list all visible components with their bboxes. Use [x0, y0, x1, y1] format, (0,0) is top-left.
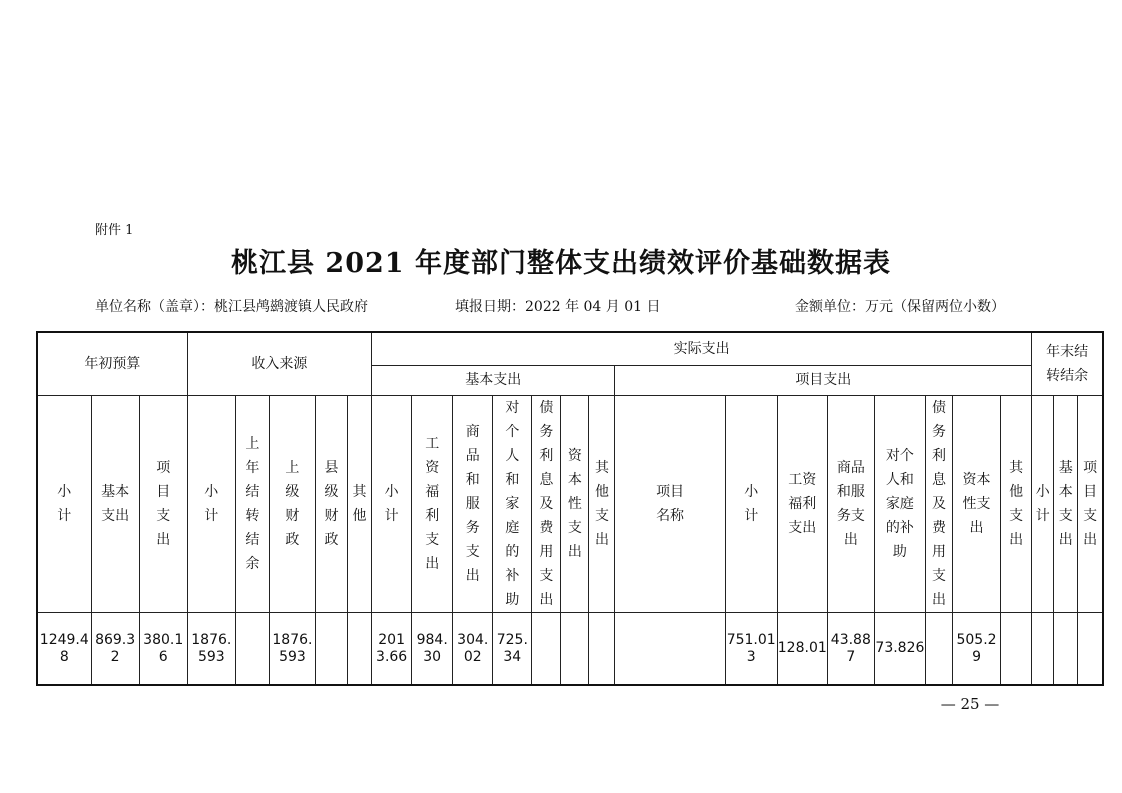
col-header-basic-debt [532, 396, 561, 613]
col-header-basic-salary [412, 396, 453, 613]
cell-balance-project [1078, 613, 1103, 686]
col-header-basic-subsidy-label: 对个人和家庭的补助 [505, 400, 520, 608]
col-header-project-subsidy [874, 396, 925, 613]
col-header-basic-capital [561, 396, 589, 613]
col-header-county-finance-label: 县级财政 [324, 460, 339, 548]
cell-balance-subtotal [1032, 613, 1054, 686]
table-row [37, 613, 1103, 686]
col-header-basic-capital-label: 资本性支出 [567, 448, 582, 560]
col-header-balance-project-label: 项目支出 [1083, 460, 1098, 548]
col-header-project-salary-label: 工资福利支出 [788, 472, 817, 536]
col-header-project-salary [777, 396, 827, 613]
col-header-project-debt-label: 债务利息及费用支出 [931, 400, 946, 608]
col-header-prior-balance-label: 上年结转结余 [245, 436, 260, 572]
unit-name-label: 单位名称（盖章）：桃江县鸬鹚渡镇人民政府 [95, 299, 368, 315]
col-header-project-debt [925, 396, 952, 613]
cell-project-goods: 43.887 [827, 613, 874, 686]
col-header-basic-other-label: 其他支出 [594, 460, 609, 548]
cell-actual-subtotal: 2013.66 [372, 613, 412, 686]
cell-income-subtotal: 1876.593 [187, 613, 235, 686]
col-header-county-finance [315, 396, 347, 613]
col-header-project-other [1001, 396, 1032, 613]
attachment-label: 附件 1 [95, 223, 134, 238]
cell-prior-balance [235, 613, 269, 686]
cell-project-debt [925, 613, 952, 686]
cell-budget-subtotal: 1249.48 [37, 613, 91, 686]
col-header-income-subtotal [187, 396, 235, 613]
col-header-income-other-label: 其他 [352, 484, 367, 524]
page-number: — 25 — [940, 695, 1000, 713]
col-header-balance-subtotal-label: 小计 [1035, 484, 1050, 524]
cell-basic-salary: 984.30 [412, 613, 453, 686]
cell-project-subtotal: 751.013 [725, 613, 777, 686]
col-header-project-name-label: 项目名称 [656, 484, 685, 524]
col-header-basic-salary-label: 工资福利支出 [425, 436, 440, 572]
col-header-basic-debt-label: 债务利息及费用支出 [539, 400, 554, 608]
cell-basic-subsidy: 725.34 [493, 613, 532, 686]
col-header-project-subtotal-label: 小计 [744, 484, 759, 524]
col-header-project-capital-label: 资本性支出 [962, 472, 991, 536]
cell-project-subsidy: 73.826 [874, 613, 925, 686]
col-header-project-subsidy-label: 对个人和家庭的补助 [885, 448, 914, 560]
group-income-source: 收入来源 [187, 332, 371, 396]
col-header-balance-basic [1054, 396, 1078, 613]
col-header-budget-subtotal-label: 小计 [57, 484, 72, 524]
group-year-end-balance-label: 年末结转结余 [1046, 344, 1089, 384]
col-header-actual-subtotal [372, 396, 412, 613]
money-unit-label: 金额单位：万元（保留两位小数） [795, 299, 1005, 315]
col-header-superior-finance-label: 上级财政 [285, 460, 300, 548]
col-header-budget-basic-label: 基本支出 [101, 484, 130, 524]
col-header-project-goods [827, 396, 874, 613]
cell-basic-debt [532, 613, 561, 686]
col-header-budget-basic [91, 396, 139, 613]
col-header-project-capital [953, 396, 1001, 613]
cell-balance-basic [1054, 613, 1078, 686]
cell-basic-other [589, 613, 615, 686]
cell-project-name [615, 613, 725, 686]
col-header-project-subtotal [725, 396, 777, 613]
group-basic-expense: 基本支出 [372, 366, 615, 396]
col-header-basic-goods-label: 商品和服务支出 [465, 424, 480, 584]
cell-budget-project: 380.16 [139, 613, 187, 686]
col-header-project-other-label: 其他支出 [1009, 460, 1024, 548]
col-header-superior-finance [269, 396, 315, 613]
col-header-balance-basic-label: 基本支出 [1058, 460, 1073, 548]
cell-income-other [348, 613, 372, 686]
cell-basic-goods: 304.02 [453, 613, 493, 686]
col-header-income-subtotal-label: 小计 [204, 484, 219, 524]
col-header-income-other [348, 396, 372, 613]
col-header-project-goods-label: 商品和服务支出 [836, 460, 865, 548]
col-header-actual-subtotal-label: 小计 [384, 484, 399, 524]
fill-date-label: 填报日期：2022 年 04 月 01 日 [455, 299, 661, 315]
col-header-balance-project [1078, 396, 1103, 613]
col-header-basic-goods [453, 396, 493, 613]
col-header-budget-subtotal [37, 396, 91, 613]
col-header-basic-other [589, 396, 615, 613]
cell-basic-capital [561, 613, 589, 686]
cell-budget-basic: 869.32 [91, 613, 139, 686]
group-year-end-balance [1032, 332, 1103, 396]
cell-project-other [1001, 613, 1032, 686]
col-header-budget-project-label: 项目支出 [156, 460, 171, 548]
cell-project-capital: 505.29 [953, 613, 1001, 686]
group-project-expense: 项目支出 [615, 366, 1032, 396]
col-header-project-name [615, 396, 725, 613]
cell-county-finance [315, 613, 347, 686]
col-header-prior-balance [235, 396, 269, 613]
cell-superior-finance: 1876.593 [269, 613, 315, 686]
col-header-basic-subsidy [493, 396, 532, 613]
page-title: 桃江县 2021 年度部门整体支出绩效评价基础数据表 [231, 248, 891, 279]
col-header-budget-project [139, 396, 187, 613]
col-header-balance-subtotal [1032, 396, 1054, 613]
budget-data-table [36, 331, 1104, 686]
cell-project-salary: 128.01 [777, 613, 827, 686]
group-actual-expense: 实际支出 [372, 332, 1032, 366]
group-initial-budget: 年初预算 [37, 332, 187, 396]
